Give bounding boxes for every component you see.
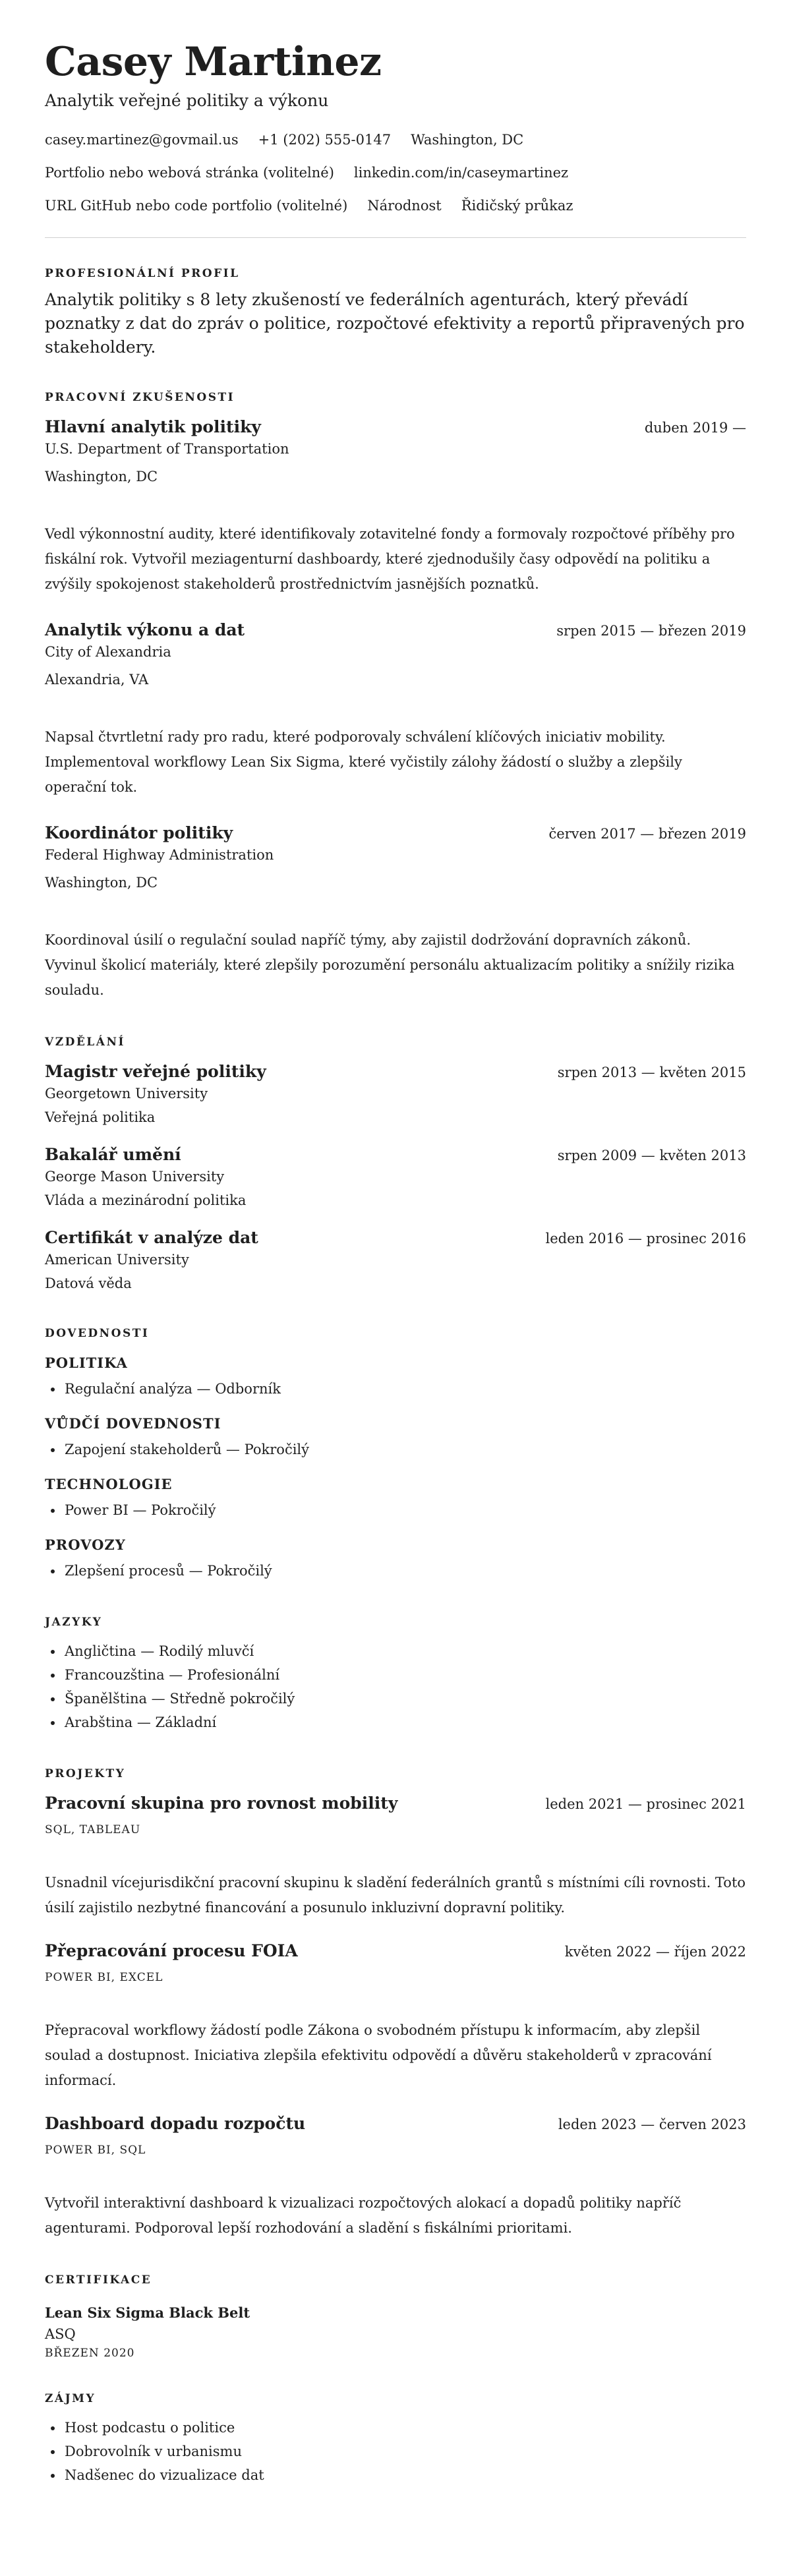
experience-location: Washington, DC [45,875,158,891]
project-description: Usnadnil vícejurisdikční pracovní skupinu k sladění federálních grantů s místními cíli rovnosti. Toto úsilí zajistilo nezbytné financování a posunulo inkluzivní dopravní politiky. [45,1875,746,1916]
section-title-experience: PRACOVNÍ ZKUŠENOSTI [45,391,235,404]
education-field: Vláda a mezinárodní politika [45,1192,247,1208]
interest-item: • Nadšenec do vizualizace dat [63,2463,746,2487]
candidate-headline: Analytik veřejné politiky a výkonu [45,91,329,110]
contact-email[interactable]: casey.martinez@govmail.us [45,132,239,148]
education-date: srpen 2013 — květen 2015 [557,1065,746,1080]
experience-item [45,619,746,800]
section-projects [45,1766,746,2240]
project-tech: POWER BI, EXCEL [45,1971,163,1984]
contact-github[interactable]: URL GitHub nebo code portfolio (volitelné) [45,198,348,214]
skill-group [45,1414,746,1461]
experience-org: City of Alexandria [45,644,171,660]
project-description: Přepracoval workflowy žádostí podle Zákona o svobodném přístupu k informacím, aby zlepšil soulad a dostupnost. Iniciativa zlepšila efektivitu odpovědí a důvěru stakeholderů v zpracování informací. [45,2022,712,2088]
skill-item: • Regulační analýza — Odborník [63,1377,746,1401]
section-languages [45,1614,746,1734]
certification-issuer: ASQ [45,2326,76,2342]
project-description: Vytvořil interaktivní dashboard k vizualizaci rozpočtových alokací a dopadů politiky napříč agenturami. Podporoval lepší rozhodování a sladění s fiskálními prioritami. [45,2195,682,2236]
project-date: leden 2021 — prosinec 2021 [545,1796,746,1812]
skill-item: • Power BI — Pokročilý [63,1498,746,1522]
contact-line-links [45,163,746,182]
resume-header [45,38,746,238]
project-date: květen 2022 — říjen 2022 [564,1944,746,1960]
section-title-profile: PROFESIONÁLNÍ PROFIL [45,267,240,280]
project-item [45,1792,746,1920]
project-tech: SQL, TABLEAU [45,1823,141,1836]
section-interests [45,2391,746,2487]
education-degree: Certifikát v analýze dat [45,1228,258,1247]
section-education [45,1034,746,1294]
education-date: leden 2016 — prosinec 2016 [545,1231,746,1246]
section-profile [45,266,746,359]
certification-date: BŘEZEN 2020 [45,2347,135,2360]
experience-date: srpen 2015 — březen 2019 [556,623,746,639]
header-divider [45,237,746,238]
skill-category: TECHNOLOGIE [45,1476,173,1492]
education-item [45,1061,746,1128]
language-item: • Španělština — Středně pokročilý [63,1687,746,1711]
language-item: • Arabština — Základní [63,1711,746,1734]
education-school: George Mason University [45,1169,225,1185]
experience-location: Washington, DC [45,469,158,484]
section-title-skills: DOVEDNOSTI [45,1327,150,1340]
experience-item [45,416,746,597]
interest-item: • Dobrovolník v urbanismu [63,2440,746,2463]
experience-description: Vedl výkonnostní audity, které identifikovaly zotavitelné fondy a formovaly rozpočtové příběhy pro fiskální rok. Vytvořil meziagenturní dashboardy, které zjednodušily časy odpovědí na politiku a zvýšily spokojenost stakeholderů prostřednictvím jasnějších poznatků. [45,526,735,592]
skill-category: VŮDČÍ DOVEDNOSTI [45,1415,221,1432]
experience-date: červen 2017 — březen 2019 [548,826,746,842]
section-title-interests: ZÁJMY [45,2392,96,2405]
section-experience [45,390,746,1003]
education-school: Georgetown University [45,1086,208,1101]
education-school: American University [45,1252,189,1268]
experience-item [45,822,746,1003]
project-item [45,1940,746,2093]
section-certifications [45,2272,746,2362]
skill-category: PROVOZY [45,1537,126,1553]
experience-description: Napsal čtvrtletní rady pro radu, které podporovaly schválení klíčových iniciativ mobility. Implementoval workflowy Lean Six Sigma, které vyčistily zálohy žádostí o služby a zlepšily operační tok. [45,729,682,795]
section-title-certifications: CERTIFIKACE [45,2273,152,2287]
candidate-name: Casey Martinez [45,39,382,85]
skill-item: • Zlepšení procesů — Pokročilý [63,1559,746,1583]
education-field: Datová věda [45,1275,132,1291]
experience-role: Hlavní analytik politiky [45,417,261,436]
section-title-education: VZDĚLÁNÍ [45,1036,125,1049]
language-item: • Francouzština — Profesionální [63,1663,746,1687]
project-name: Dashboard dopadu rozpočtu [45,2114,306,2133]
skill-item: • Zapojení stakeholderů — Pokročilý [63,1438,746,1461]
education-degree: Bakalář umění [45,1145,181,1164]
education-field: Veřejná politika [45,1109,156,1125]
education-degree: Magistr veřejné politiky [45,1062,266,1081]
project-tech: POWER BI, SQL [45,2144,146,2157]
section-skills [45,1326,746,1583]
experience-location: Alexandria, VA [45,672,149,688]
section-title-projects: PROJEKTY [45,1767,126,1780]
education-item [45,1227,746,1294]
experience-role: Koordinátor politiky [45,823,233,842]
project-name: Přepracování procesu FOIA [45,1941,298,1960]
contact-linkedin[interactable]: linkedin.com/in/caseymartinez [353,165,569,181]
contact-portfolio[interactable]: Portfolio nebo webová stránka (volitelné) [45,165,334,181]
education-date: srpen 2009 — květen 2013 [557,1148,746,1163]
certification-item [45,2302,746,2362]
contact-phone[interactable]: +1 (202) 555-0147 [258,132,392,148]
skill-group [45,1353,746,1401]
profile-summary: Analytik politiky s 8 lety zkušeností ve federálních agenturách, který převádí poznatky z dat do zpráv o politice, rozpočtové efektivity a reportů připravených pro stakeholdery. [45,290,745,357]
education-item [45,1144,746,1211]
experience-role: Analytik výkonu a dat [45,620,245,639]
certification-name: Lean Six Sigma Black Belt [45,2304,250,2321]
skill-group [45,1475,746,1522]
contact-nationality: Národnost [367,198,442,214]
section-title-languages: JAZYKY [45,1616,103,1629]
interest-item: • Host podcastu o politice [63,2416,746,2440]
language-item: • Angličtina — Rodilý mluvčí [63,1639,746,1663]
project-item [45,2113,746,2240]
experience-date: duben 2019 — [644,420,746,436]
experience-org: U.S. Department of Transportation [45,441,289,457]
contact-location: Washington, DC [411,132,524,148]
experience-description: Koordinoval úsilí o regulační soulad napříč týmy, aby zajistil dodržování dopravních zákonů. Vyvinul školicí materiály, které zlepšily porozumění personálu aktualizacím politiky a snížily rizika souladu. [45,932,735,998]
project-date: leden 2023 — červen 2023 [558,2117,746,2132]
contact-line-primary [45,131,746,149]
skill-group [45,1535,746,1583]
skill-category: POLITIKA [45,1355,128,1371]
experience-org: Federal Highway Administration [45,847,274,863]
project-name: Pracovní skupina pro rovnost mobility [45,1794,398,1813]
contact-line-extra [45,196,746,215]
contact-license: Řidičský průkaz [461,198,573,214]
